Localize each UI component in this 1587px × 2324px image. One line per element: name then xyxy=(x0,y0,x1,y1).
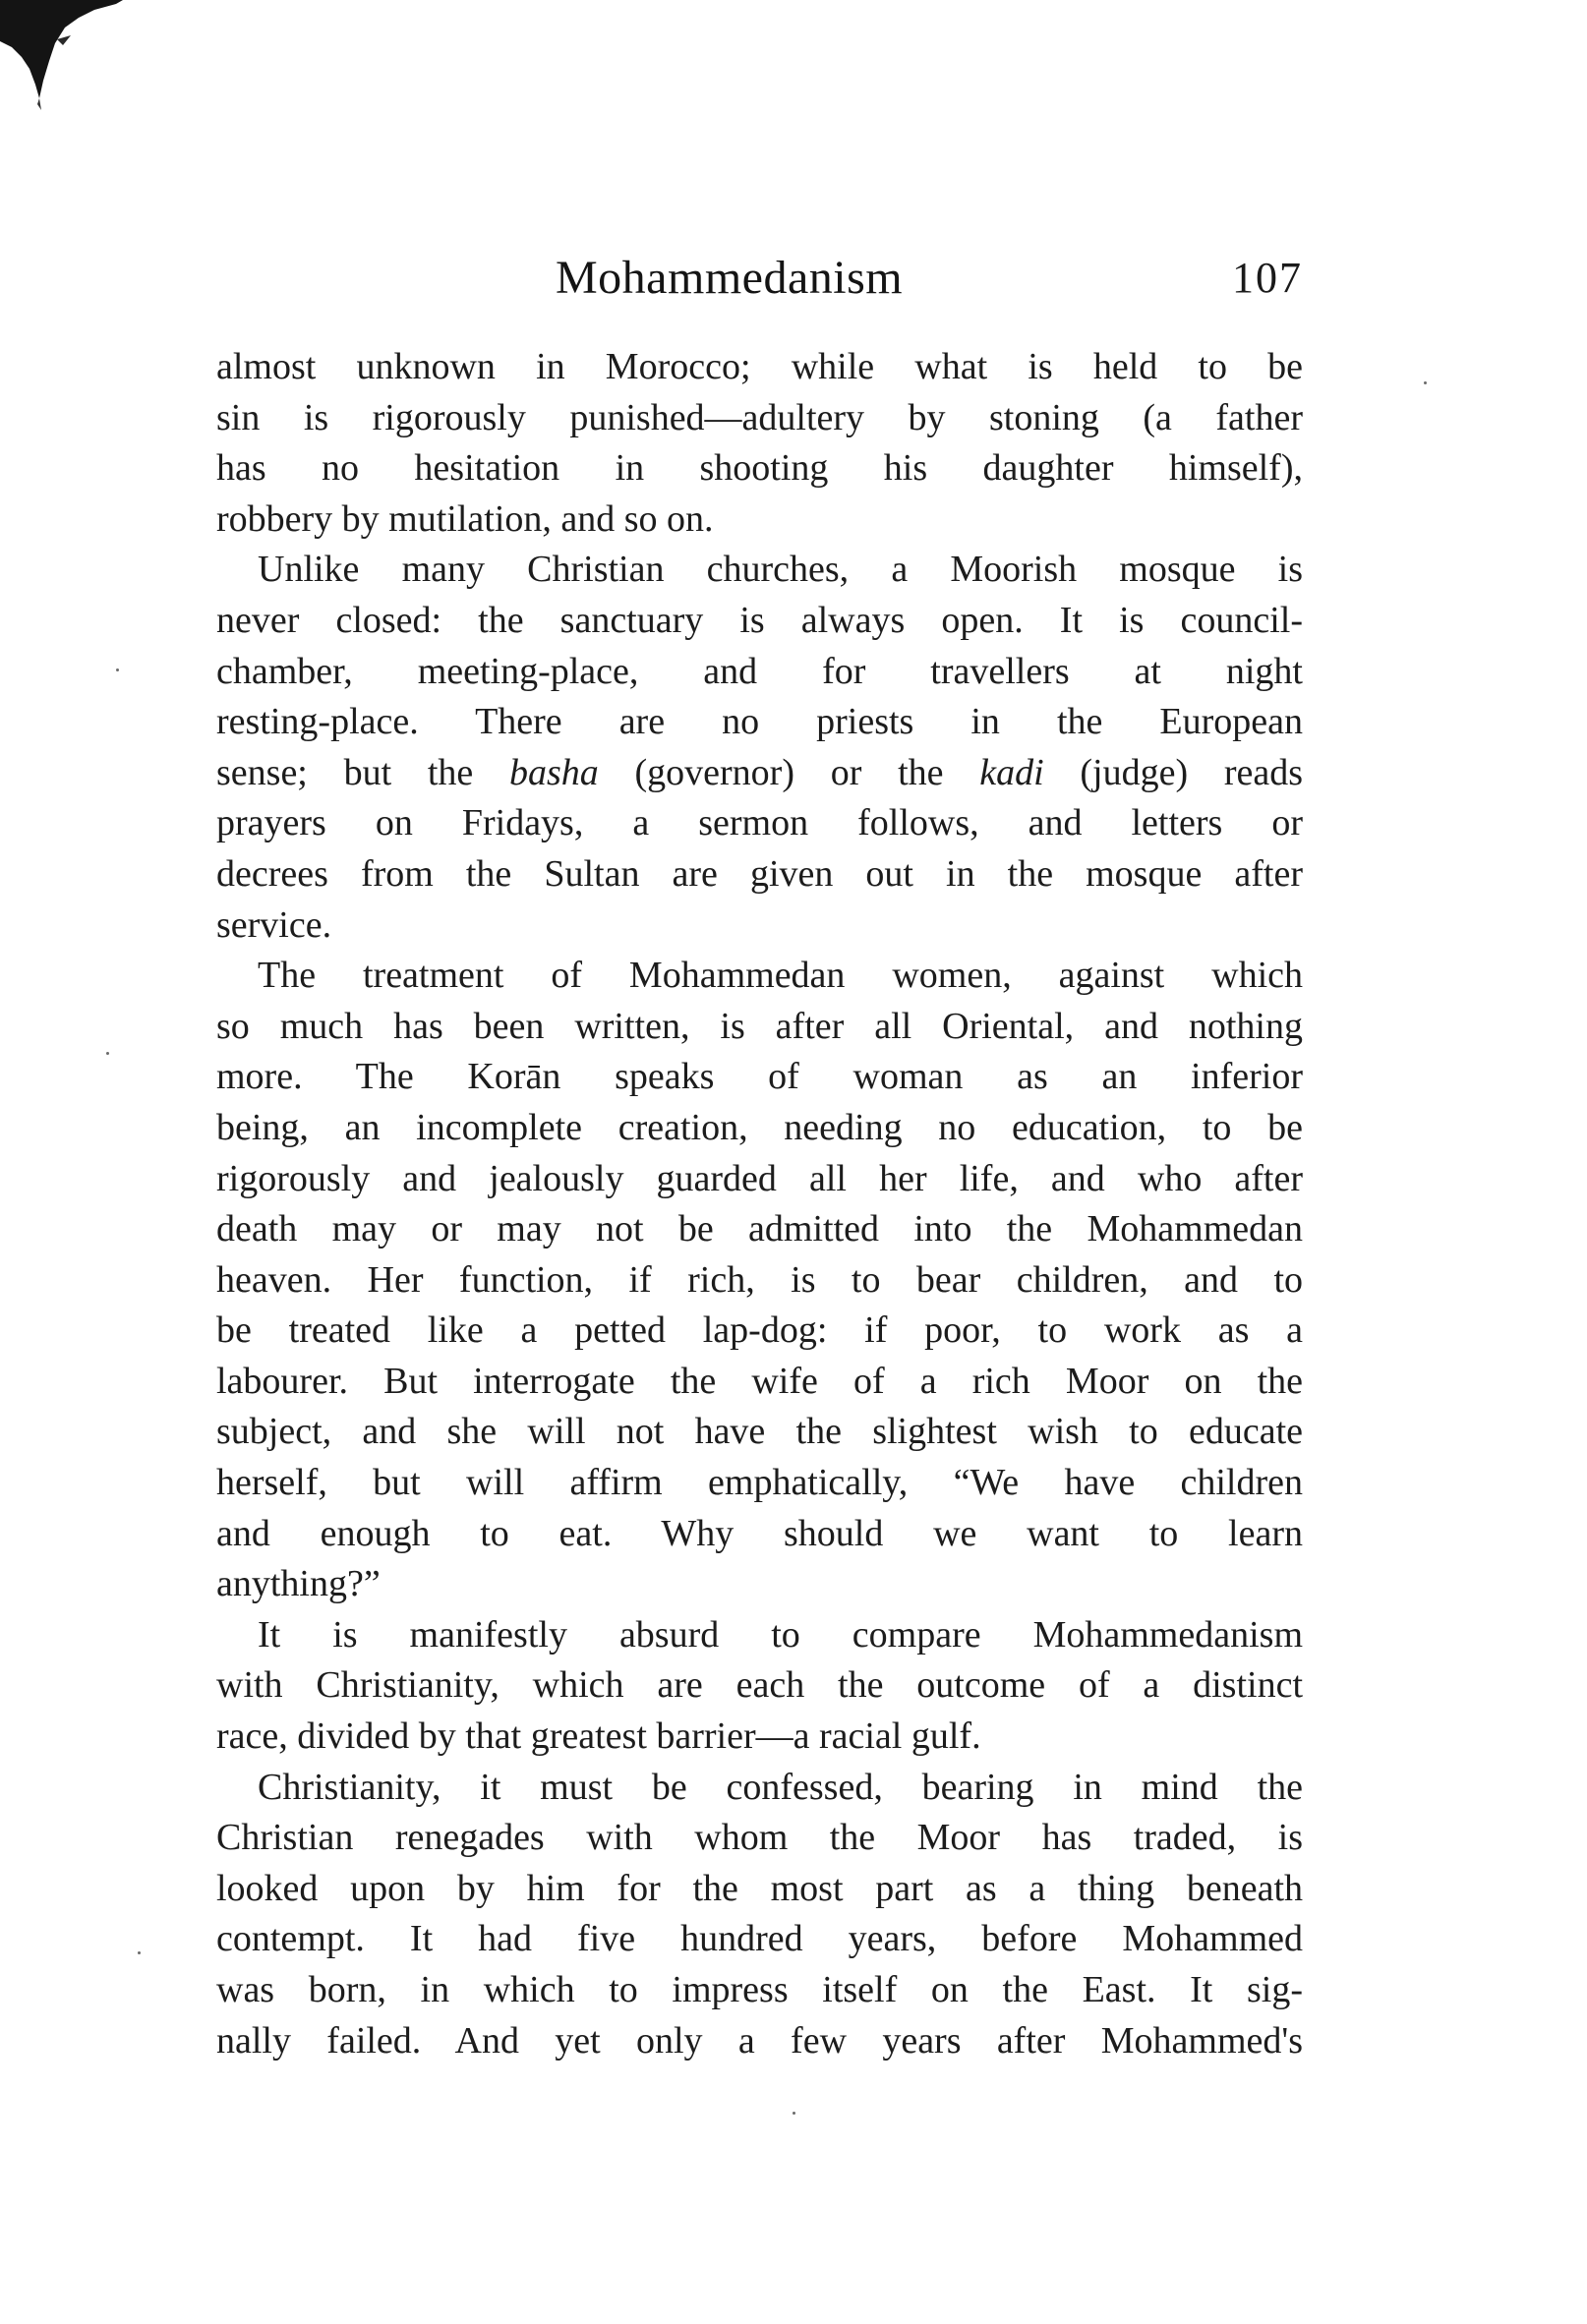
text-line: almost unknown in Morocco; while what is held to be xyxy=(216,346,1303,387)
text-line: service. xyxy=(216,903,332,946)
text-run: (judge) reads xyxy=(1043,751,1303,793)
text-line: The treatment of Mohammedan women, against which xyxy=(258,955,1303,997)
text-line: decrees from the Sultan are given out in the mosque after xyxy=(216,852,1303,895)
text-line: race, divided by that greatest barrier—a racial gulf. xyxy=(216,1715,981,1758)
text-line: prayers on Fridays, a sermon follows, and letters or xyxy=(216,802,1303,844)
text-run: (governor) or the xyxy=(598,751,980,793)
text-line: never closed: the sanctuary is always open. It is council- xyxy=(216,599,1303,641)
running-header xyxy=(216,251,1303,320)
text-line: chamber, meeting-place, and for travellers at night xyxy=(216,650,1303,692)
italic-term-basha: basha xyxy=(509,751,599,793)
text-line: heaven. Her function, if rich, is to bear children, and to xyxy=(216,1258,1303,1301)
text-line: nally failed. And yet only a few years after Mohammed's xyxy=(216,2019,1303,2062)
text-line: has no hesitation in shooting his daughter himself), xyxy=(216,447,1303,490)
scan-corner-smudge xyxy=(0,0,128,118)
text-line: anything?” xyxy=(216,1563,381,1605)
scan-speck xyxy=(138,1951,141,1954)
text-line: looked upon by him for the most part as a thing beneath xyxy=(216,1867,1303,1909)
page-number: 107 xyxy=(1232,254,1303,302)
page-title: Mohammedanism xyxy=(556,252,904,304)
text-line-with-italics xyxy=(216,748,1303,799)
text-line: It is manifestly absurd to compare Mohammedanism xyxy=(258,1613,1303,1656)
body-text xyxy=(216,342,1303,2066)
text-line: robbery by mutilation, and so on. xyxy=(216,497,714,540)
scan-speck xyxy=(106,1052,109,1055)
scan-speck xyxy=(116,668,119,671)
text-line: death may or may not be admitted into the Mohammedan xyxy=(216,1208,1303,1250)
scan-speck xyxy=(1424,381,1427,384)
text-line: contempt. It had five hundred years, before Mohammed xyxy=(216,1918,1303,1960)
text-line: being, an incomplete creation, needing no education, to be xyxy=(216,1106,1303,1148)
text-line: labourer. But interrogate the wife of a rich Moor on the xyxy=(216,1360,1303,1402)
text-line: and enough to eat. Why should we want to learn xyxy=(216,1512,1303,1554)
text-line: sin is rigorously punished—adultery by stoning (a father xyxy=(216,396,1303,438)
text-line: rigorously and jealously guarded all her life, and who after xyxy=(216,1157,1303,1199)
text-line: more. The Korān speaks of woman as an inferior xyxy=(216,1056,1303,1098)
italic-term-kadi: kadi xyxy=(979,751,1044,793)
text-line: Unlike many Christian churches, a Moorish mosque is xyxy=(258,549,1303,591)
scan-speck xyxy=(793,2112,795,2115)
text-line: with Christianity, which are each the outcome of a distinct xyxy=(216,1664,1303,1707)
text-line: Christian renegades with whom the Moor has traded, is xyxy=(216,1817,1303,1859)
text-line: subject, and she will not have the slightest wish to educate xyxy=(216,1411,1303,1453)
text-run: sense; but the xyxy=(216,751,509,793)
text-line: be treated like a petted lap-dog: if poor, to work as a xyxy=(216,1309,1303,1352)
text-line: resting-place. There are no priests in the European xyxy=(216,701,1303,743)
text-line: herself, but will affirm emphatically, “We have children xyxy=(216,1462,1303,1504)
text-line: was born, in which to impress itself on the East. It sig- xyxy=(216,1969,1303,2010)
text-line: so much has been written, is after all Oriental, and nothing xyxy=(216,1005,1303,1047)
text-line: Christianity, it must be confessed, bearing in mind the xyxy=(258,1766,1303,1808)
